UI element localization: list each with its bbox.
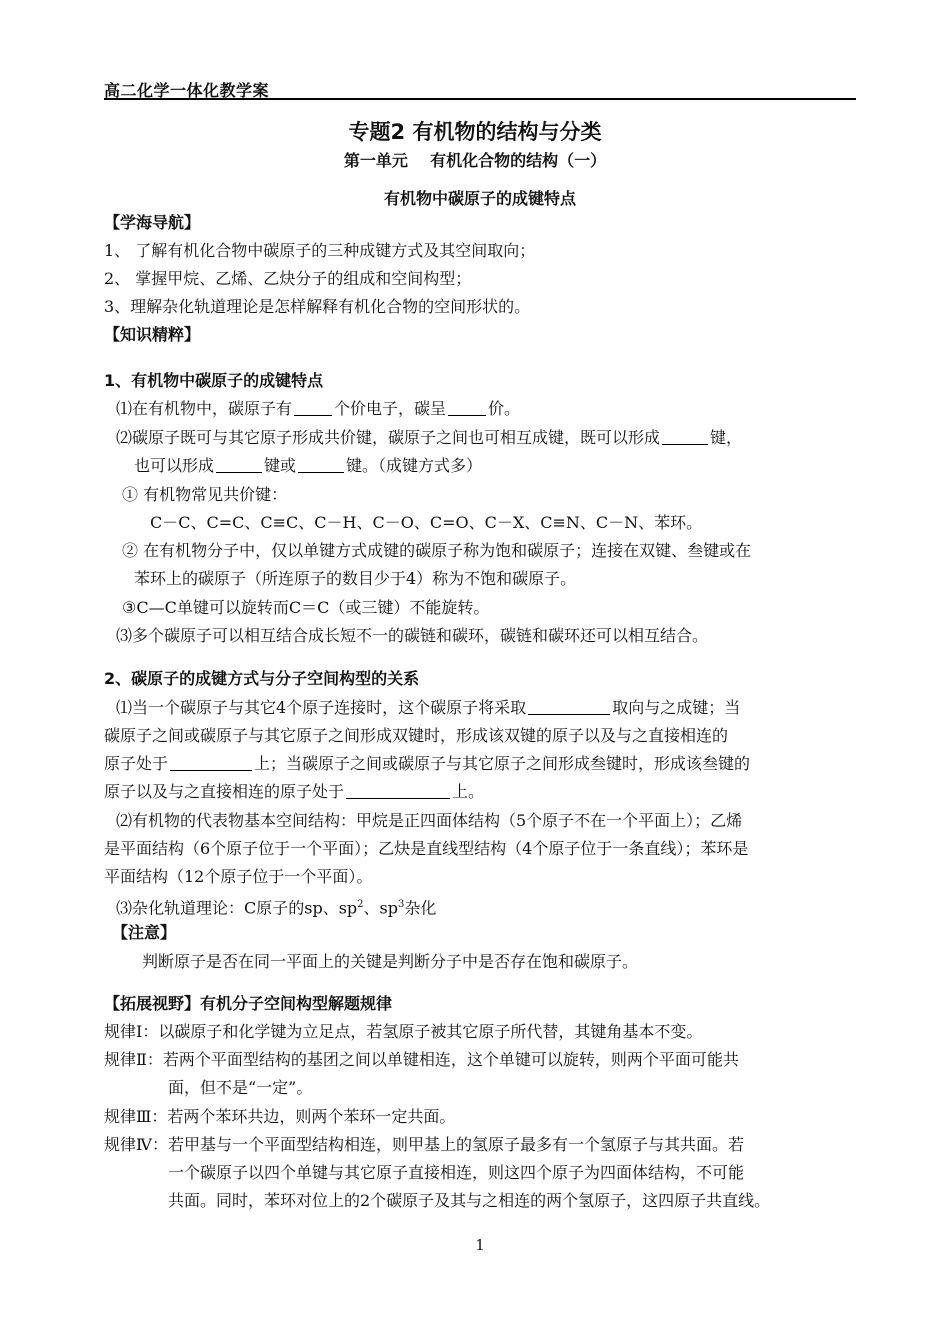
part2-line-8	[116, 894, 436, 919]
part1-line-3-b: 键或	[264, 456, 297, 475]
part1-line-9: ⑶多个碳原子可以相互结合成长短不一的碳链和碳环，碳链和碳环还可以相互结合。	[116, 626, 709, 645]
rule-3: 规律Ⅲ：若两个苯环共边，则两个苯环一定共面。	[104, 1107, 456, 1126]
fill-blank-plane[interactable]	[170, 754, 252, 771]
rule-4-line-3: 共面。同时，苯环对位上的2个碳原子及其与之相连的两个氢原子，这四原子共直线。	[168, 1191, 771, 1210]
fill-blank-bond-1[interactable]	[662, 428, 708, 445]
part2-line-2: 碳原子之间或碳原子与其它原子之间形成双键时，形成该双键的原子以及与之直接相连的	[104, 726, 729, 745]
fill-blank-valence[interactable]	[448, 399, 486, 416]
part2-line-4-a: 原子以及与之直接相连的原子处于	[104, 782, 345, 801]
part2-line-5: ⑵有机物的代表物基本空间结构：甲烷是正四面体结构（5个原子不在一个平面上）；乙烯	[116, 811, 743, 830]
part1-line-8: ③C—C单键可以旋转而C＝C（或三键）不能旋转。	[122, 598, 490, 617]
part2-line-7: 平面结构（12个原子位于一个平面）。	[104, 867, 373, 886]
part1-line-3-a: 也可以形成	[134, 456, 215, 475]
page-number: 1	[475, 1236, 485, 1254]
rule-4-line-2: 一个碳原子以四个单键与其它原子直接相连，则这四个原子为四面体结构，不可能	[168, 1163, 745, 1182]
part1-line-2	[116, 427, 742, 449]
note-text: 判断原子是否在同一平面上的关键是判断分子中是否存在饱和碳原子。	[142, 952, 639, 971]
fill-blank-orientation[interactable]	[528, 698, 610, 715]
rule-2-line-1: 规律Ⅱ：若两个平面型结构的基团之间以单键相连，这个单键可以旋转，则两个平面可能共	[104, 1050, 739, 1069]
part2-line-8-b: 、sp	[363, 898, 398, 918]
part1-line-7: 苯环上的碳原子（所连原子的数目少于4）称为不饱和碳原子。	[134, 569, 577, 588]
part2-line-1-b: 取向与之成键；当	[612, 698, 741, 717]
part2-line-4-b: 上。	[452, 782, 485, 801]
part1-line-2-b: 键，	[710, 428, 743, 447]
part2-line-3	[104, 753, 750, 775]
part1-line-1-b: 个价电子，碳呈	[334, 399, 447, 418]
fill-blank-bond-2[interactable]	[216, 456, 262, 473]
extension-heading: 【拓展视野】有机分子空间构型解题规律	[104, 994, 393, 1013]
part2-line-6: 是平面结构（6个原子位于一个平面）；乙炔是直线型结构（4个原子位于一条直线）；苯环是	[104, 839, 749, 858]
part1-line-2-a: ⑵碳原子既可与其它原子形成共价键，碳原子之间也可相互成键，既可以形成	[116, 428, 661, 447]
superscript-2: 2	[357, 899, 364, 910]
superscript-3: 3	[398, 899, 405, 910]
rule-4-line-1: 规律Ⅳ：若甲基与一个平面型结构相连，则甲基上的氢原子最多有一个氢原子与其共面。若	[104, 1135, 744, 1154]
part1-line-1	[116, 398, 520, 420]
part1-line-1-a: ⑴在有机物中，碳原子有	[116, 399, 293, 418]
part1-line-4: ① 有机物常见共价键：	[122, 485, 288, 504]
part2-line-8-c: 杂化	[404, 898, 437, 918]
part2-line-8-a: ⑶杂化轨道理论：C原子的sp、sp	[116, 898, 358, 918]
rule-2-line-2: 面，但不是“一定”。	[168, 1078, 313, 1097]
rule-1: 规律Ⅰ：以碳原子和化学键为立足点，若氢原子被其它原子所代替，其键角基本不变。	[104, 1022, 703, 1041]
part1-title: 1、有机物中碳原子的成键特点	[104, 371, 324, 390]
note-heading: 【注意】	[112, 923, 177, 942]
part2-title: 2、碳原子的成键方式与分子空间构型的关系	[104, 669, 420, 688]
part2-line-1	[116, 697, 740, 719]
guide-heading: 【学海导航】	[104, 213, 201, 232]
fill-blank-line[interactable]	[346, 782, 450, 799]
guide-item-1: 1、 了解有机化合物中碳原子的三种成键方式及其空间取向；	[104, 241, 536, 260]
guide-item-3: 3、理解杂化轨道理论是怎样解释有机化合物的空间形状的。	[104, 297, 531, 316]
section-title: 有机物中碳原子的成键特点	[383, 189, 576, 208]
part1-line-3	[134, 455, 482, 477]
knowledge-heading: 【知识精粹】	[104, 325, 201, 344]
fill-blank-bond-3[interactable]	[298, 456, 344, 473]
running-header: 高二化学一体化教学案	[104, 81, 270, 100]
fill-blank-valence-electrons[interactable]	[294, 399, 332, 416]
part2-line-3-b: 上；当碳原子之间或碳原子与其它原子之间形成叁键时，形成该叁键的	[254, 754, 751, 773]
part2-line-3-a: 原子处于	[104, 754, 169, 773]
unit-subtitle: 第一单元 有机化合物的结构（一）	[343, 151, 607, 170]
part2-line-4	[104, 781, 484, 803]
part1-line-6: ② 在有机物分子中，仅以单键方式成键的碳原子称为饱和碳原子；连接在双键、叁键或在	[122, 541, 752, 560]
part1-line-1-c: 价。	[488, 399, 521, 418]
header-rule	[104, 98, 856, 100]
guide-item-2: 2、 掌握甲烷、乙烯、乙炔分子的组成和空间构型；	[104, 269, 472, 288]
part1-line-5: C－C、C=C、C≡C、C－H、C－O、C=O、C－X、C≡N、C－N、苯环。	[150, 513, 703, 532]
part1-line-3-c: 键。（成键方式多）	[346, 456, 483, 475]
part2-line-1-a: ⑴当一个碳原子与其它4个原子连接时，这个碳原子将采取	[116, 698, 527, 717]
chapter-title: 专题2 有机物的结构与分类	[348, 120, 602, 144]
